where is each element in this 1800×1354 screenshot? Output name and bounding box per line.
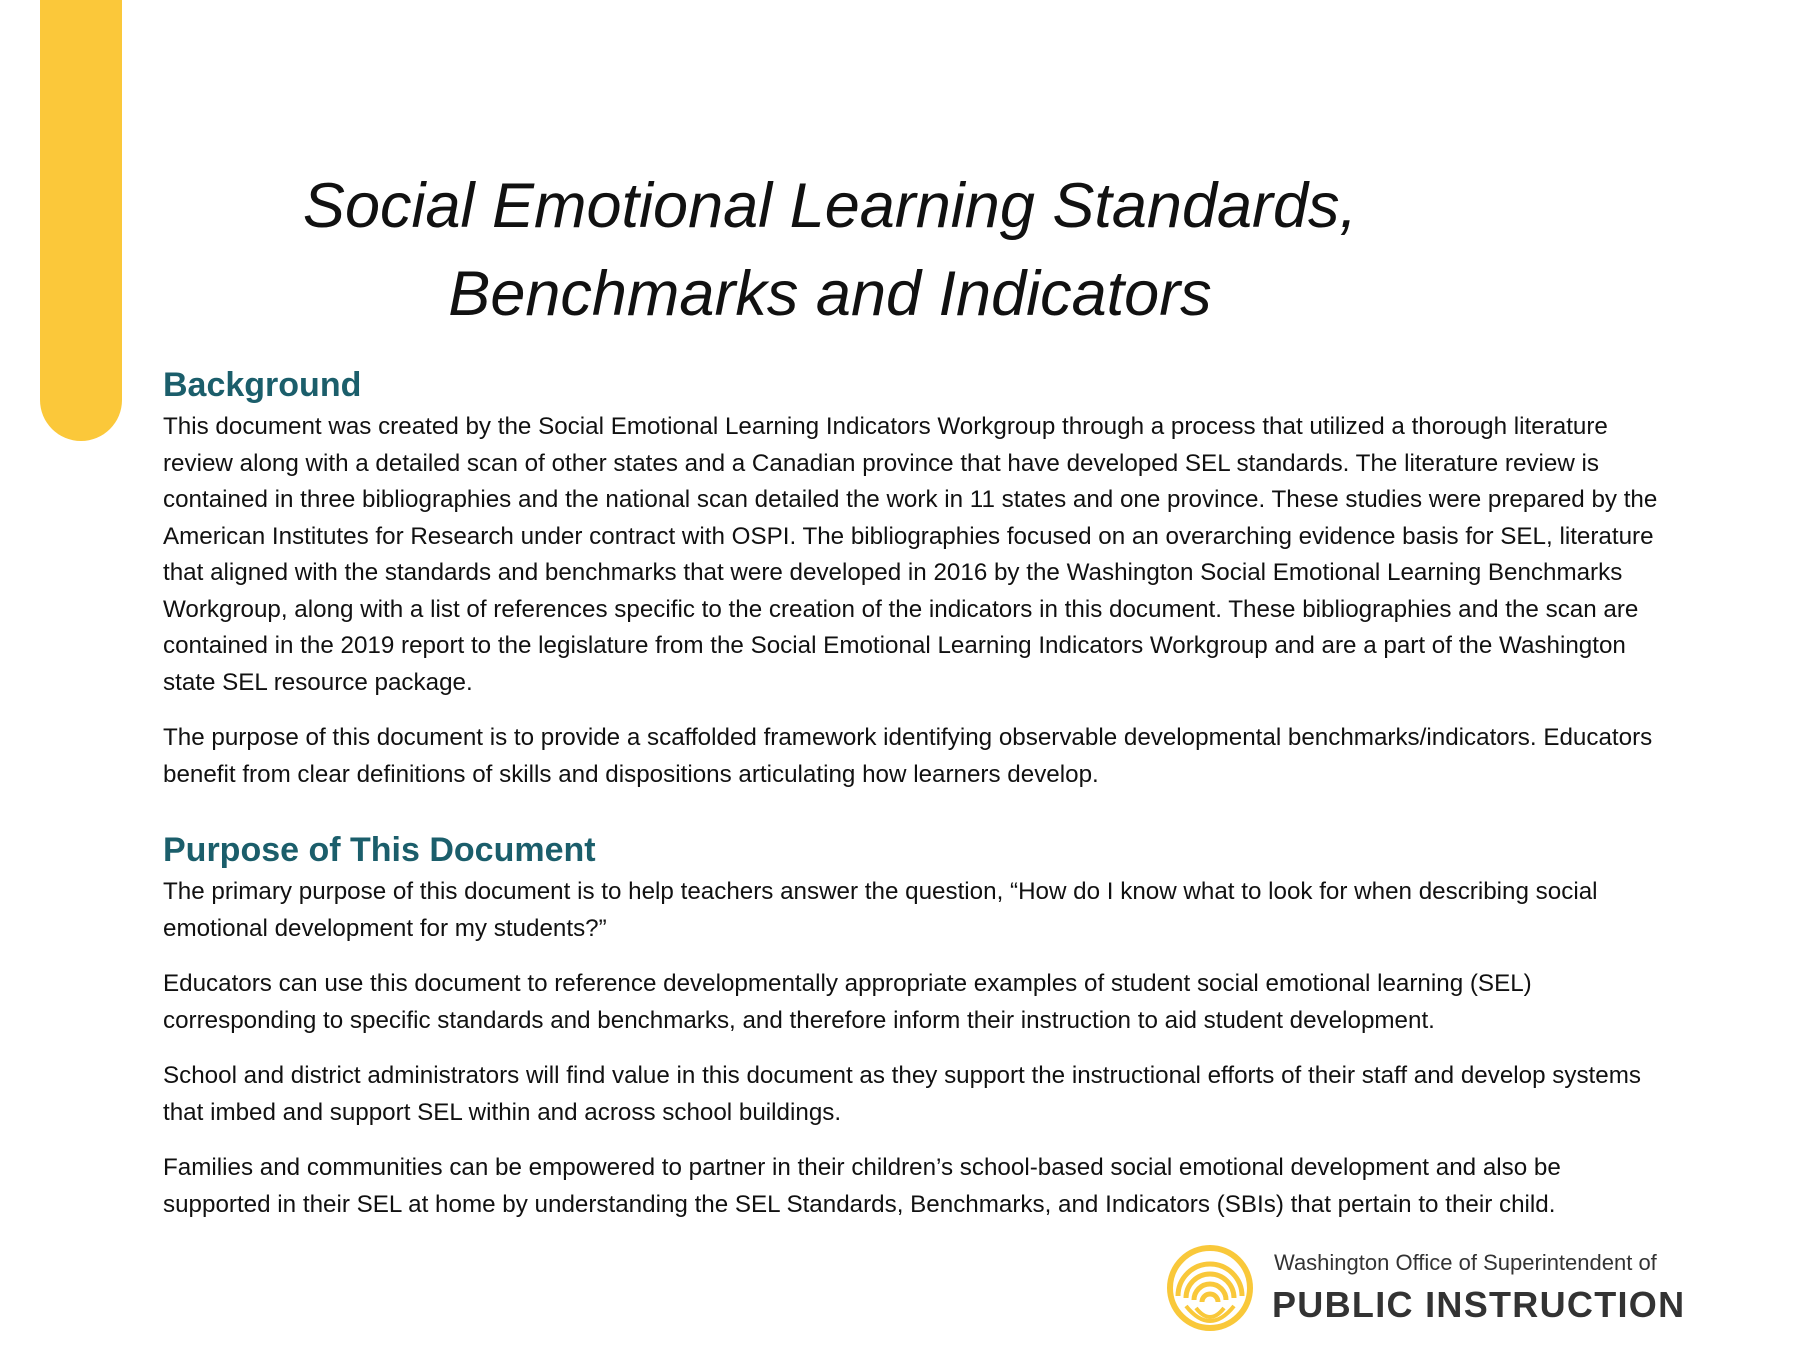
purpose-paragraph: Educators can use this document to reference developmentally appropriate examples of student social emotional learning (SEL) corresponding to specific standards and benchmarks, and therefore inform their instruction to aid student development. [163,970,1532,1034]
accent-bar [40,0,122,441]
purpose-paragraph: Families and communities can be empowered to partner in their children’s school-based social emotional development and also be supported in their SEL at home by understanding the SEL Standards, Benchmarks, and Indicators (SBIs) that pertain to their child. [163,1154,1561,1218]
logo-agency-line: Washington Office of Superintendent of [1274,1250,1657,1275]
document-body [163,361,1673,1242]
purpose-paragraph: The primary purpose of this document is to help teachers answer the question, “How do I know what to look for when describing social emotional development for my students?” [163,878,1598,942]
logo-name-line: PUBLIC INSTRUCTION [1272,1284,1686,1325]
ospi-arch-logo-icon [1166,1244,1254,1332]
background-paragraph: This document was created by the Social Emotional Learning Indicators Workgroup through a process that utilized a thorough literature review along with a detailed scan of other states and a Canadian province that have developed SEL standards. The literature review is contained in three bibliographies and the national scan detailed the work in 11 states and one province. These studies were prepared by the American Institutes for Research under contract with OSPI. The bibliographies focused on an overarching evidence basis for SEL, literature that aligned with the standards and benchmarks that were developed in 2016 by the Washington Social Emotional Learning Benchmarks Workgroup, along with a list of references specific to the creation of the indicators in this document. These bibliographies and the scan are contained in the 2019 report to the legislature from the Social Emotional Learning Indicators Workgroup and are a part of the Washington state SEL resource package. [163,413,1658,696]
ospi-logo [1166,1244,1686,1332]
section-heading-background: Background [163,366,362,404]
background-paragraph: The purpose of this document is to provide a scaffolded framework identifying observable developmental benchmarks/indicators. Educators benefit from clear definitions of skills and dispositions articulating how learners develop. [163,724,1653,788]
section-heading-purpose: Purpose of This Document [163,831,596,869]
page-title: Social Emotional Learning Standards, Benchmarks and Indicators [302,171,1358,329]
purpose-paragraph: School and district administrators will find value in this document as they support the instructional efforts of their staff and develop systems that imbed and support SEL within and across school buildings. [163,1062,1641,1126]
